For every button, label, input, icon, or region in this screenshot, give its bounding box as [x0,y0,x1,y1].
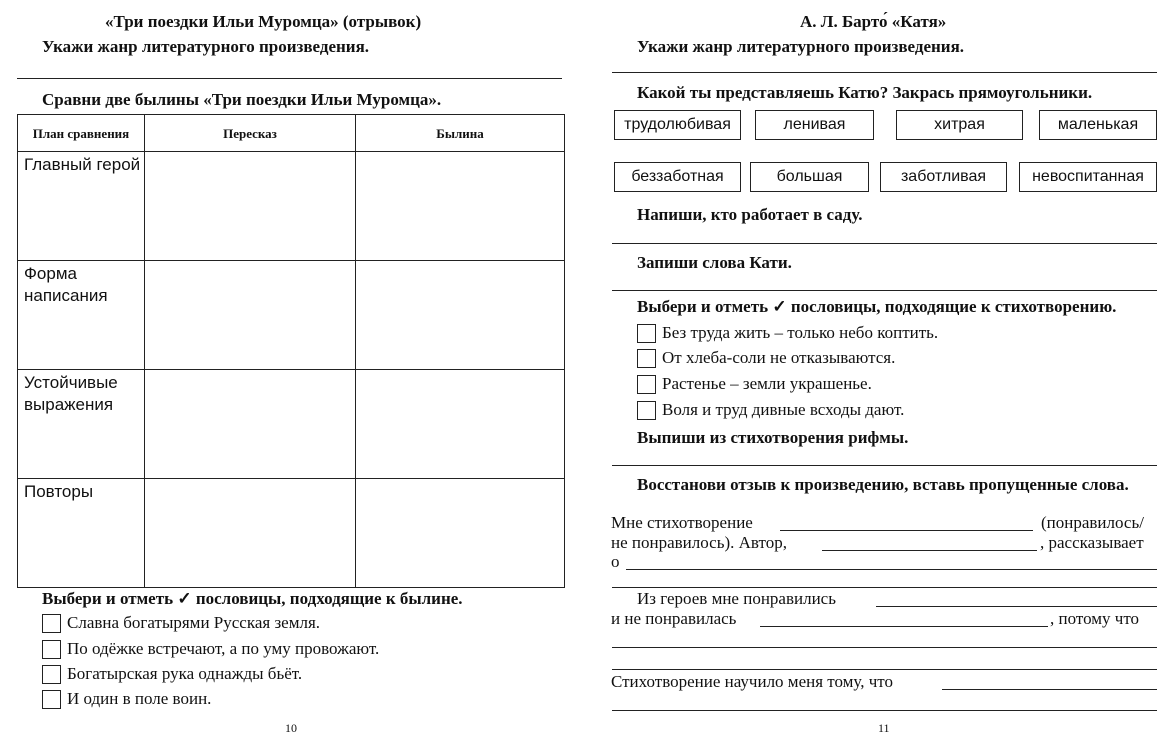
trait-rectangle[interactable]: трудолюбивая [614,110,741,140]
right-page-title: А. Л. Барто́ «Катя» [800,12,947,31]
table-cell-input[interactable] [356,370,565,479]
left-task-compare: Сравни две былины «Три поездки Ильи Муромца». [42,90,442,109]
table-cell-input[interactable] [356,479,565,588]
left-task-proverbs: Выбери и отметь ✓ пословицы, подходящие к былине. [42,589,463,608]
proverb-option[interactable] [42,613,320,633]
proverb-option[interactable] [42,639,379,659]
proverb-text: Воля и труд дивные всходы дают. [662,400,905,419]
table-header-bylina: Былина [356,115,565,152]
review-blank[interactable] [760,626,1048,627]
trait-rectangle[interactable]: беззаботная [614,162,741,192]
proverb-option[interactable] [637,323,938,343]
table-cell-input[interactable] [145,261,356,370]
row-label: Повторы [18,479,145,588]
proverb-text: Славна богатырями Русская земля. [67,613,321,632]
garden-answer-line[interactable] [612,243,1157,244]
review-text: , потому что [1050,609,1140,628]
trait-rectangle[interactable]: ленивая [755,110,874,140]
table-cell-input[interactable] [145,152,356,261]
proverb-text: Растенье – земли украшенье. [662,374,872,393]
left-page-title: «Три поездки Ильи Муромца» (отрывок) [105,12,422,31]
row-label: Главный герой [18,152,145,261]
comparison-table [17,114,565,588]
review-blank[interactable] [876,606,1157,607]
trait-rectangle[interactable]: заботливая [880,162,1007,192]
checkbox[interactable] [637,375,656,394]
right-task-proverbs: Выбери и отметь ✓ пословицы, подходящие к стихотворению. [637,297,1117,316]
checkbox[interactable] [42,614,61,633]
table-row [18,261,565,370]
review-blank[interactable] [942,689,1157,690]
review-text: Из героев мне понравились [637,589,836,608]
review-text: (понравилось/ [1041,513,1144,532]
review-blank[interactable] [612,710,1157,711]
review-blank[interactable] [626,569,1157,570]
genre-answer-line[interactable] [612,72,1157,73]
genre-answer-line[interactable] [17,78,562,79]
words-answer-line[interactable] [612,290,1157,291]
row-label: Форма написания [18,261,145,370]
checkbox[interactable] [637,401,656,420]
proverb-text: Богатырская рука однажды бьёт. [67,664,303,683]
table-cell-input[interactable] [356,152,565,261]
right-page-number: 11 [878,721,890,735]
proverb-text: По одёжке встречают, а по уму провожают. [67,639,380,658]
trait-rectangle[interactable]: большая [750,162,869,192]
trait-rectangle[interactable]: невоспитанная [1019,162,1157,192]
right-task-imagine: Какой ты представляешь Катю? Закрась прямоугольники. [637,83,1093,102]
checkbox[interactable] [637,324,656,343]
proverb-text: И один в поле воин. [67,689,212,708]
proverb-option[interactable] [637,348,895,368]
table-row [18,152,565,261]
review-text: о [611,552,620,571]
review-blank[interactable] [612,647,1157,648]
checkbox[interactable] [637,349,656,368]
left-page-number: 10 [285,721,297,735]
review-blank[interactable] [822,550,1037,551]
proverb-option[interactable] [42,689,211,709]
checkbox[interactable] [42,640,61,659]
review-blank[interactable] [612,669,1157,670]
review-text: Стихотворение научило меня тому, что [611,672,893,691]
trait-rectangle[interactable]: маленькая [1039,110,1157,140]
right-task-review: Восстанови отзыв к произведению, вставь пропущенные слова. [637,475,1129,494]
table-header-retelling: Пересказ [145,115,356,152]
table-cell-input[interactable] [356,261,565,370]
rhymes-answer-line[interactable] [612,465,1157,466]
table-header-plan: План сравнения [18,115,145,152]
review-blank[interactable] [612,587,1157,588]
proverb-text: От хлеба-соли не отказываются. [662,348,896,367]
table-row [18,370,565,479]
right-task-genre: Укажи жанр литературного произведения. [637,37,965,56]
trait-rectangle[interactable]: хитрая [896,110,1023,140]
table-row [18,479,565,588]
review-text: Мне стихотворение [611,513,753,532]
table-cell-input[interactable] [145,479,356,588]
review-text: и не понравилась [611,609,737,628]
review-text: не понравилось). Автор, [611,533,787,552]
row-label: Устойчивые выражения [18,370,145,479]
review-blank[interactable] [780,530,1033,531]
table-cell-input[interactable] [145,370,356,479]
right-task-garden: Напиши, кто работает в саду. [637,205,863,224]
review-text: , рассказывает [1040,533,1144,552]
proverb-option[interactable] [637,374,872,394]
proverb-text: Без труда жить – только небо коптить. [662,323,939,342]
right-task-words: Запиши слова Кати. [637,253,792,272]
left-task-genre: Укажи жанр литературного произведения. [42,37,370,56]
checkbox[interactable] [42,665,61,684]
proverb-option[interactable] [42,664,302,684]
right-task-rhymes: Выпиши из стихотворения рифмы. [637,428,909,447]
proverb-option[interactable] [637,400,904,420]
checkbox[interactable] [42,690,61,709]
